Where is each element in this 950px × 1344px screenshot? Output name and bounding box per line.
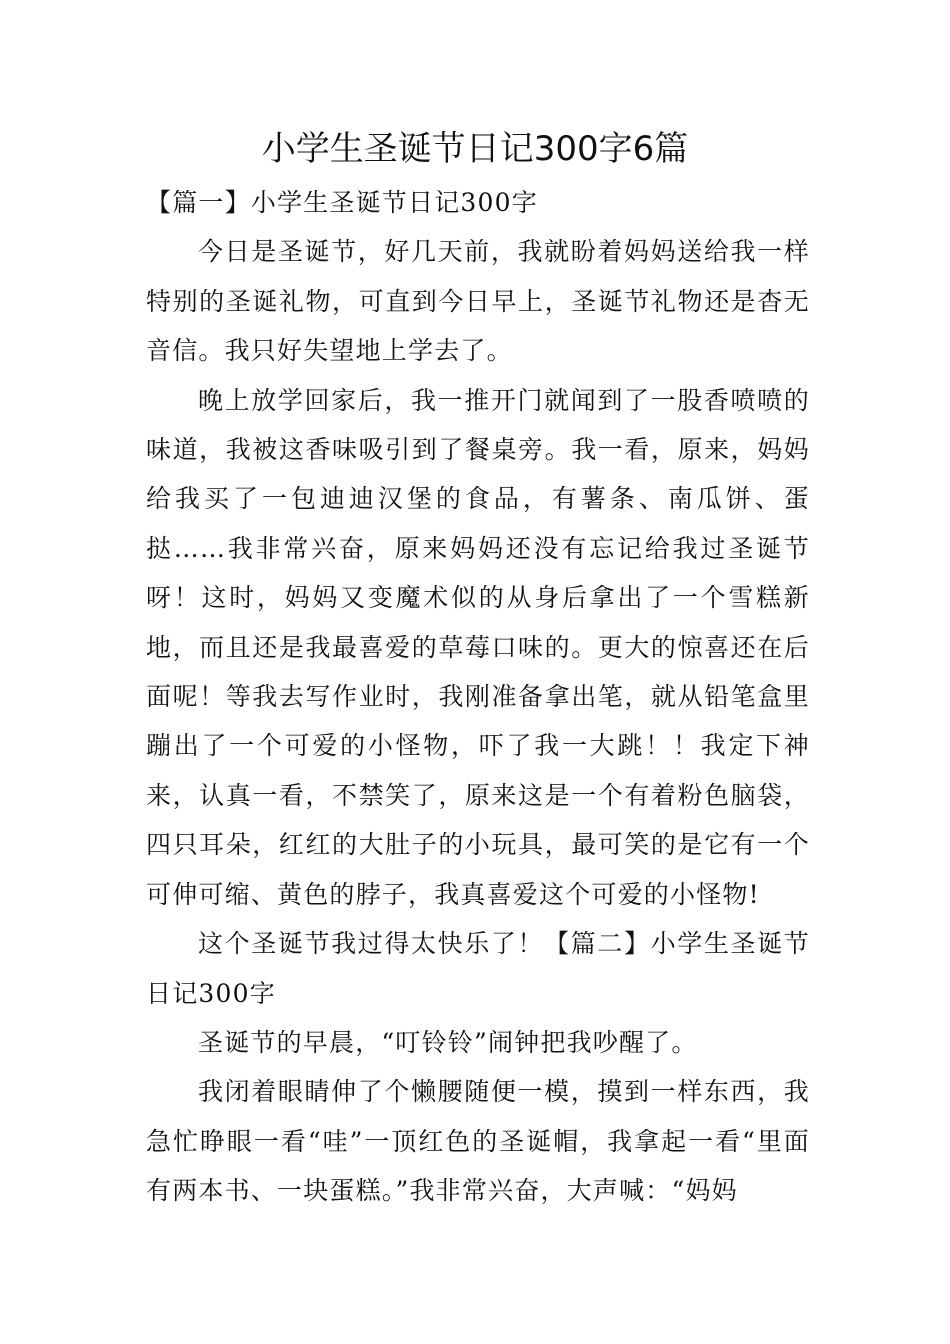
section-heading: 【篇一】小学生圣诞节日记300字: [146, 188, 538, 217]
paragraph: 今日是圣诞节，好几天前，我就盼着妈妈送给我一样特别的圣诞礼物，可直到今日早上，圣诞节礼物还是杳无音信。我只好失望地上学去了。: [146, 237, 810, 366]
document-body: [146, 178, 810, 1216]
paragraph: 晚上放学回家后，我一推开门就闻到了一股香喷喷的味道，我被这香味吸引到了餐桌旁。我一看，原来，妈妈给我买了一包迪迪汉堡的食品，有薯条、南瓜饼、蛋挞……我非常兴奋，原来妈妈还没有忘记给我过圣诞节呀！这时，妈妈又变魔术似的从身后拿出了一个雪糕新地，而且还是我最喜爱的草莓口味的。更大的惊喜还在后面呢！等我去写作业时，我刚准备拿出笔，就从铅笔盒里蹦出了一个可爱的小怪物，吓了我一大跳！！我定下神来，认真一看，不禁笑了，原来这是一个有着粉色脑袋，四只耳朵，红红的大肚子的小玩具，最可笑的是它有一个可伸可缩、黄色的脖子，我真喜爱这个可爱的小怪物!: [146, 385, 810, 909]
paragraph: 我闭着眼睛伸了个懒腰随便一模，摸到一样东西，我急忙睁眼一看“哇”一顶红色的圣诞帽，我拿起一看“里面有两本书、一块蛋糕。”我非常兴奋，大声喊：“妈妈: [146, 1077, 810, 1206]
paragraph: 这个圣诞节我过得太快乐了！【篇二】小学生圣诞节日记300字: [146, 929, 810, 1008]
paragraph: 圣诞节的早晨，“叮铃铃”闹钟把我吵醒了。: [198, 1027, 698, 1057]
document-title: 小学生圣诞节日记300字6篇: [261, 129, 689, 169]
